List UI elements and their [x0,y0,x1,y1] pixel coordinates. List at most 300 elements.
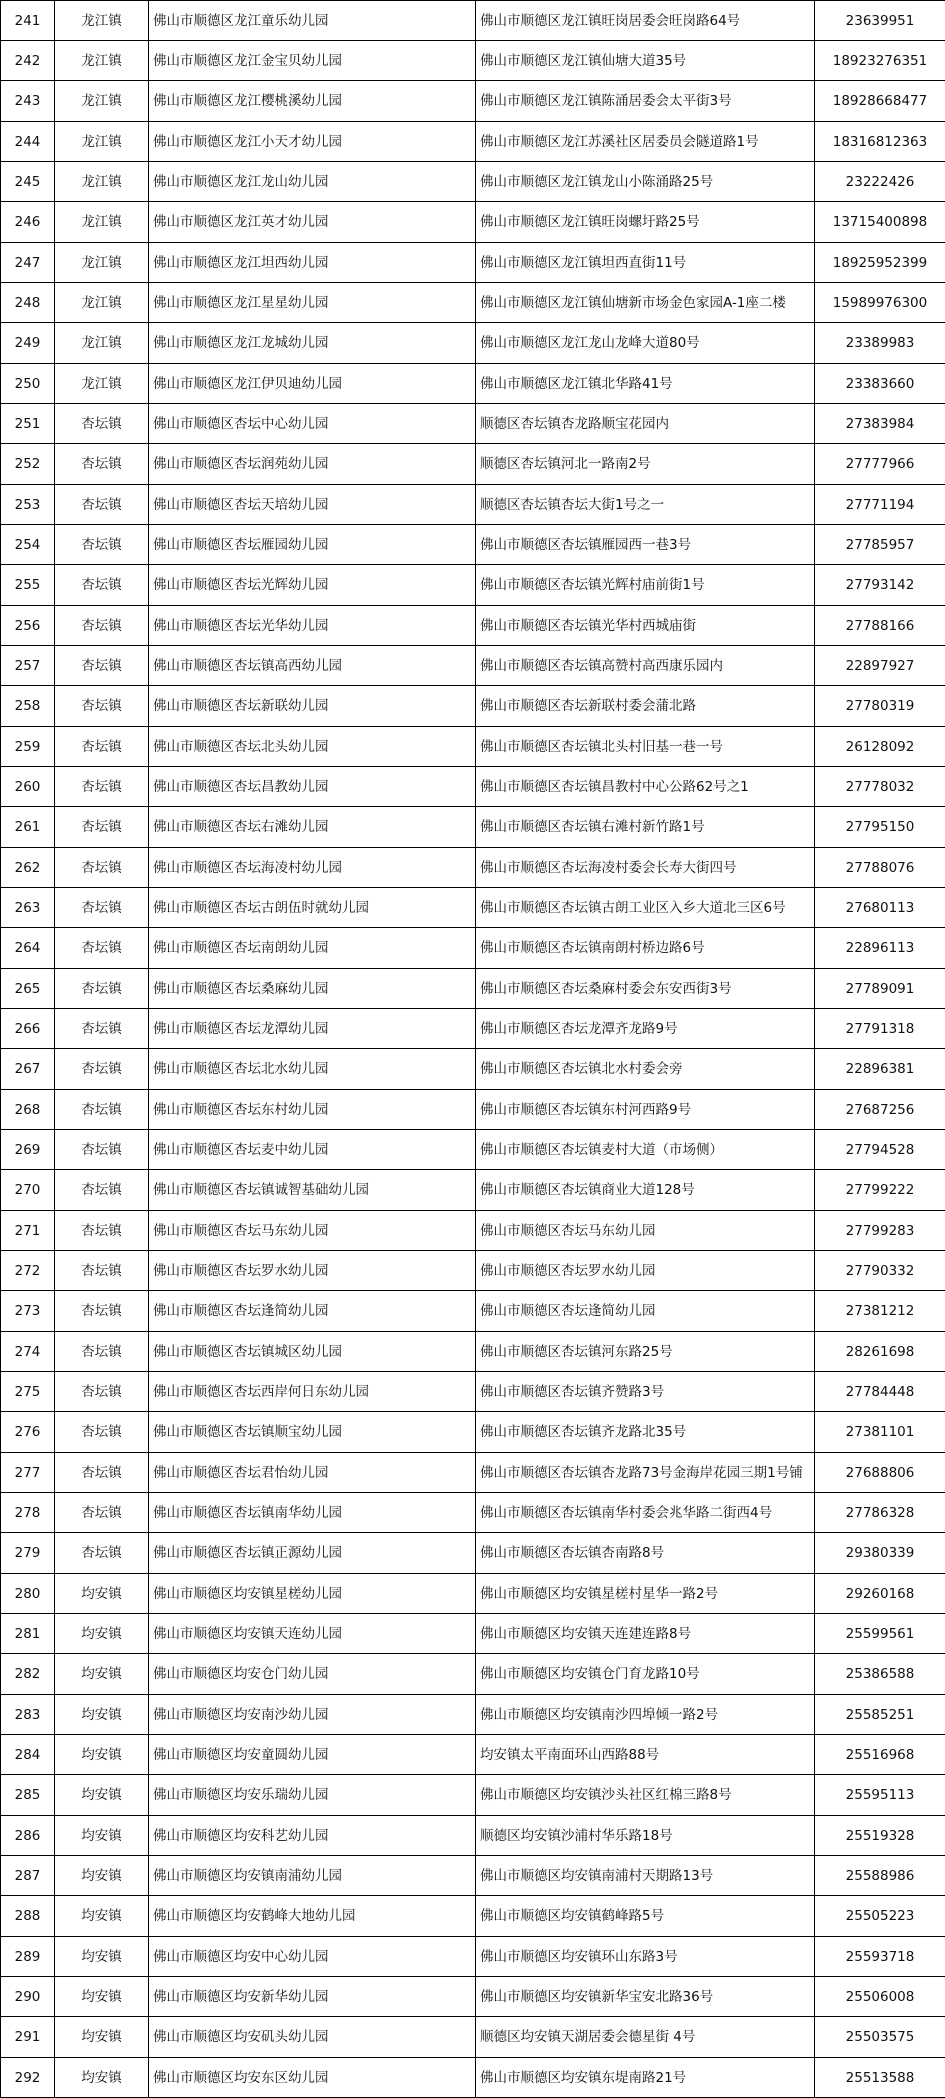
kindergarten-name-cell: 佛山市顺德区均安矶头幼儿园 [149,2017,476,2058]
phone-cell: 23222426 [815,162,945,202]
table-row [1,1251,945,1291]
row-number-cell: 248 [1,283,55,323]
town-cell: 龙江镇 [55,283,149,323]
table-row [1,1,945,41]
phone-cell: 28261698 [815,1332,945,1372]
row-number-cell: 278 [1,1493,55,1533]
phone-cell: 27794528 [815,1130,945,1170]
table-row [1,485,945,525]
address-cell: 佛山市顺德区均安镇天连建连路8号 [476,1614,815,1654]
row-number-cell: 264 [1,928,55,969]
phone-cell: 27789091 [815,969,945,1009]
row-number-cell: 288 [1,1896,55,1937]
address-cell: 顺德区均安镇天湖居委会德星街 4号 [476,2017,815,2058]
row-number-cell: 286 [1,1816,55,1856]
row-number-cell: 242 [1,41,55,81]
town-cell: 杏坛镇 [55,646,149,686]
table-row [1,606,945,646]
town-cell: 龙江镇 [55,162,149,202]
phone-cell: 13715400898 [815,202,945,243]
kindergarten-name-cell: 佛山市顺德区杏坛右滩幼儿园 [149,807,476,848]
town-cell: 杏坛镇 [55,565,149,606]
table-row [1,1009,945,1049]
row-number-cell: 263 [1,888,55,928]
town-cell: 杏坛镇 [55,606,149,646]
address-cell: 佛山市顺德区杏坛马东幼儿园 [476,1211,815,1251]
town-cell: 均安镇 [55,1816,149,1856]
phone-cell: 18928668477 [815,81,945,122]
table-row [1,1211,945,1251]
address-cell: 佛山市顺德区龙江镇龙山小陈涌路25号 [476,162,815,202]
table-row [1,364,945,404]
address-cell: 佛山市顺德区杏坛海凌村委会长寿大街四号 [476,848,815,888]
address-cell: 佛山市顺德区杏坛镇光华村西城庙街 [476,606,815,646]
town-cell: 杏坛镇 [55,767,149,807]
table-row [1,1856,945,1896]
phone-cell: 22896113 [815,928,945,969]
kindergarten-name-cell: 佛山市顺德区均安科艺幼儿园 [149,1816,476,1856]
table-row [1,928,945,969]
town-cell: 杏坛镇 [55,1291,149,1332]
row-number-cell: 246 [1,202,55,243]
row-number-cell: 266 [1,1009,55,1049]
phone-cell: 27687256 [815,1090,945,1130]
row-number-cell: 290 [1,1977,55,2017]
phone-cell: 27778032 [815,767,945,807]
phone-cell: 27788076 [815,848,945,888]
row-number-cell: 265 [1,969,55,1009]
row-number-cell: 255 [1,565,55,606]
address-cell: 佛山市顺德区杏坛镇杏龙路73号金海岸花园三期1号铺 [476,1453,815,1493]
town-cell: 龙江镇 [55,323,149,364]
row-number-cell: 275 [1,1372,55,1412]
table-row [1,2058,945,2098]
address-cell: 佛山市顺德区杏坛罗水幼儿园 [476,1251,815,1291]
phone-cell: 27799283 [815,1211,945,1251]
phone-cell: 27777966 [815,444,945,485]
row-number-cell: 269 [1,1130,55,1170]
kindergarten-name-cell: 佛山市顺德区杏坛镇高西幼儿园 [149,646,476,686]
row-number-cell: 268 [1,1090,55,1130]
phone-cell: 29380339 [815,1533,945,1574]
row-number-cell: 258 [1,686,55,727]
kindergarten-name-cell: 佛山市顺德区龙江龙城幼儿园 [149,323,476,364]
phone-cell: 25503575 [815,2017,945,2058]
town-cell: 杏坛镇 [55,686,149,727]
table-body [1,1,945,2098]
table-row [1,1775,945,1816]
table-row [1,1574,945,1614]
kindergarten-name-cell: 佛山市顺德区杏坛雁园幼儿园 [149,525,476,565]
phone-cell: 22897927 [815,646,945,686]
table-row [1,686,945,727]
table-row [1,1291,945,1332]
table-row [1,162,945,202]
address-cell: 顺德区均安镇沙浦村华乐路18号 [476,1816,815,1856]
phone-cell: 27786328 [815,1493,945,1533]
table-row [1,404,945,444]
kindergarten-name-cell: 佛山市顺德区杏坛镇顺宝幼儿园 [149,1412,476,1453]
table-row [1,1533,945,1574]
kindergarten-name-cell: 佛山市顺德区杏坛西岸何日东幼儿园 [149,1372,476,1412]
address-cell: 佛山市顺德区杏坛镇东村河西路9号 [476,1090,815,1130]
table-row [1,767,945,807]
kindergarten-name-cell: 佛山市顺德区均安童圆幼儿园 [149,1735,476,1775]
address-cell: 佛山市顺德区龙江镇仙塘大道35号 [476,41,815,81]
phone-cell: 27793142 [815,565,945,606]
row-number-cell: 267 [1,1049,55,1090]
table-row [1,1130,945,1170]
row-number-cell: 285 [1,1775,55,1816]
row-number-cell: 280 [1,1574,55,1614]
phone-cell: 25506008 [815,1977,945,2017]
phone-cell: 27688806 [815,1453,945,1493]
kindergarten-name-cell: 佛山市顺德区均安南沙幼儿园 [149,1695,476,1735]
row-number-cell: 256 [1,606,55,646]
address-cell: 佛山市顺德区杏坛镇昌教村中心公路62号之1 [476,767,815,807]
table-row [1,565,945,606]
kindergarten-name-cell: 佛山市顺德区杏坛镇南华幼儿园 [149,1493,476,1533]
kindergarten-name-cell: 佛山市顺德区均安镇南浦幼儿园 [149,1856,476,1896]
phone-cell: 23383660 [815,364,945,404]
row-number-cell: 281 [1,1614,55,1654]
kindergarten-name-cell: 佛山市顺德区杏坛君怡幼儿园 [149,1453,476,1493]
kindergarten-name-cell: 佛山市顺德区龙江樱桃溪幼儿园 [149,81,476,122]
row-number-cell: 250 [1,364,55,404]
kindergarten-name-cell: 佛山市顺德区龙江龙山幼儿园 [149,162,476,202]
row-number-cell: 273 [1,1291,55,1332]
address-cell: 佛山市顺德区龙江镇陈涌居委会太平街3号 [476,81,815,122]
phone-cell: 27381101 [815,1412,945,1453]
town-cell: 杏坛镇 [55,1533,149,1574]
town-cell: 均安镇 [55,1937,149,1977]
row-number-cell: 251 [1,404,55,444]
phone-cell: 25516968 [815,1735,945,1775]
kindergarten-name-cell: 佛山市顺德区杏坛昌教幼儿园 [149,767,476,807]
kindergarten-name-cell: 佛山市顺德区杏坛光华幼儿园 [149,606,476,646]
phone-cell: 27784448 [815,1372,945,1412]
address-cell: 佛山市顺德区杏坛镇雁园西一巷3号 [476,525,815,565]
row-number-cell: 283 [1,1695,55,1735]
address-cell: 佛山市顺德区杏坛龙潭齐龙路9号 [476,1009,815,1049]
table-row [1,1735,945,1775]
kindergarten-name-cell: 佛山市顺德区龙江坦西幼儿园 [149,243,476,283]
phone-cell: 25599561 [815,1614,945,1654]
address-cell: 佛山市顺德区杏坛桑麻村委会东安西街3号 [476,969,815,1009]
address-cell: 佛山市顺德区龙江镇旺岗螺圩路25号 [476,202,815,243]
kindergarten-name-cell: 佛山市顺德区杏坛镇城区幼儿园 [149,1332,476,1372]
address-cell: 佛山市顺德区龙江镇北华路41号 [476,364,815,404]
town-cell: 龙江镇 [55,243,149,283]
town-cell: 均安镇 [55,1735,149,1775]
town-cell: 均安镇 [55,1856,149,1896]
row-number-cell: 272 [1,1251,55,1291]
row-number-cell: 245 [1,162,55,202]
row-number-cell: 287 [1,1856,55,1896]
phone-cell: 27381212 [815,1291,945,1332]
town-cell: 杏坛镇 [55,727,149,767]
row-number-cell: 270 [1,1170,55,1211]
phone-cell: 27785957 [815,525,945,565]
town-cell: 龙江镇 [55,122,149,162]
row-number-cell: 289 [1,1937,55,1977]
kindergarten-name-cell: 佛山市顺德区龙江英才幼儿园 [149,202,476,243]
town-cell: 均安镇 [55,1614,149,1654]
table-row [1,1090,945,1130]
address-cell: 佛山市顺德区杏坛镇南朗村桥边路6号 [476,928,815,969]
phone-cell: 15989976300 [815,283,945,323]
address-cell: 佛山市顺德区龙江镇仙塘新市场金色家园A-1座二楼 [476,283,815,323]
town-cell: 杏坛镇 [55,525,149,565]
town-cell: 龙江镇 [55,364,149,404]
row-number-cell: 259 [1,727,55,767]
row-number-cell: 253 [1,485,55,525]
address-cell: 佛山市顺德区均安镇仓门育龙路10号 [476,1654,815,1695]
address-cell: 佛山市顺德区杏坛镇河东路25号 [476,1332,815,1372]
table-row [1,1695,945,1735]
town-cell: 龙江镇 [55,202,149,243]
kindergarten-name-cell: 佛山市顺德区杏坛中心幼儿园 [149,404,476,444]
town-cell: 杏坛镇 [55,888,149,928]
kindergarten-name-cell: 佛山市顺德区均安鹤峰大地幼儿园 [149,1896,476,1937]
town-cell: 杏坛镇 [55,1453,149,1493]
address-cell: 佛山市顺德区均安镇鹤峰路5号 [476,1896,815,1937]
phone-cell: 25386588 [815,1654,945,1695]
phone-cell: 23389983 [815,323,945,364]
row-number-cell: 276 [1,1412,55,1453]
table-row [1,1614,945,1654]
kindergarten-name-cell: 佛山市顺德区杏坛桑麻幼儿园 [149,969,476,1009]
row-number-cell: 249 [1,323,55,364]
address-cell: 佛山市顺德区杏坛镇右滩村新竹路1号 [476,807,815,848]
town-cell: 杏坛镇 [55,1251,149,1291]
address-cell: 佛山市顺德区均安镇环山东路3号 [476,1937,815,1977]
table-row [1,444,945,485]
town-cell: 龙江镇 [55,81,149,122]
row-number-cell: 284 [1,1735,55,1775]
phone-cell: 27780319 [815,686,945,727]
kindergarten-name-cell: 佛山市顺德区龙江金宝贝幼儿园 [149,41,476,81]
phone-cell: 27788166 [815,606,945,646]
address-cell: 佛山市顺德区龙江镇旺岗居委会旺岗路64号 [476,1,815,41]
phone-cell: 27680113 [815,888,945,928]
kindergarten-name-cell: 佛山市顺德区均安镇天连幼儿园 [149,1614,476,1654]
phone-cell: 25595113 [815,1775,945,1816]
table-row [1,525,945,565]
kindergarten-name-cell: 佛山市顺德区杏坛东村幼儿园 [149,1090,476,1130]
address-cell: 佛山市顺德区杏坛新联村委会蒲北路 [476,686,815,727]
table-row [1,1816,945,1856]
phone-cell: 27791318 [815,1009,945,1049]
phone-cell: 18925952399 [815,243,945,283]
town-cell: 均安镇 [55,1775,149,1816]
kindergarten-name-cell: 佛山市顺德区杏坛镇诚智基础幼儿园 [149,1170,476,1211]
address-cell: 佛山市顺德区杏坛镇麦村大道（市场侧） [476,1130,815,1170]
town-cell: 杏坛镇 [55,1372,149,1412]
kindergarten-name-cell: 佛山市顺德区杏坛古朗伍时就幼儿园 [149,888,476,928]
kindergarten-name-cell: 佛山市顺德区杏坛海凌村幼儿园 [149,848,476,888]
row-number-cell: 252 [1,444,55,485]
address-cell: 佛山市顺德区均安镇南沙四埠倾一路2号 [476,1695,815,1735]
kindergarten-name-cell: 佛山市顺德区杏坛龙潭幼儿园 [149,1009,476,1049]
row-number-cell: 277 [1,1453,55,1493]
phone-cell: 26128092 [815,727,945,767]
address-cell: 佛山市顺德区均安镇新华宝安北路36号 [476,1977,815,2017]
address-cell: 佛山市顺德区杏坛镇商业大道128号 [476,1170,815,1211]
kindergarten-name-cell: 佛山市顺德区杏坛北头幼儿园 [149,727,476,767]
kindergarten-name-cell: 佛山市顺德区均安中心幼儿园 [149,1937,476,1977]
phone-cell: 27799222 [815,1170,945,1211]
kindergarten-name-cell: 佛山市顺德区龙江小天才幼儿园 [149,122,476,162]
phone-cell: 23639951 [815,1,945,41]
row-number-cell: 257 [1,646,55,686]
phone-cell: 25519328 [815,1816,945,1856]
table-row [1,323,945,364]
town-cell: 均安镇 [55,1977,149,2017]
table-row [1,1654,945,1695]
address-cell: 佛山市顺德区杏坛镇齐赞路3号 [476,1372,815,1412]
phone-cell: 22896381 [815,1049,945,1090]
row-number-cell: 260 [1,767,55,807]
table-row [1,969,945,1009]
row-number-cell: 292 [1,2058,55,2098]
row-number-cell: 271 [1,1211,55,1251]
phone-cell: 29260168 [815,1574,945,1614]
town-cell: 均安镇 [55,2058,149,2098]
kindergarten-name-cell: 佛山市顺德区均安镇星槎幼儿园 [149,1574,476,1614]
row-number-cell: 247 [1,243,55,283]
town-cell: 均安镇 [55,1695,149,1735]
kindergarten-name-cell: 佛山市顺德区杏坛罗水幼儿园 [149,1251,476,1291]
town-cell: 杏坛镇 [55,1049,149,1090]
town-cell: 均安镇 [55,2017,149,2058]
row-number-cell: 291 [1,2017,55,2058]
phone-cell: 25585251 [815,1695,945,1735]
table-row [1,2017,945,2058]
town-cell: 杏坛镇 [55,444,149,485]
table-row [1,1049,945,1090]
kindergarten-name-cell: 佛山市顺德区杏坛麦中幼儿园 [149,1130,476,1170]
address-cell: 佛山市顺德区均安镇南浦村天期路13号 [476,1856,815,1896]
table-row [1,202,945,243]
table-row [1,81,945,122]
row-number-cell: 274 [1,1332,55,1372]
phone-cell: 27790332 [815,1251,945,1291]
table-row [1,122,945,162]
kindergarten-name-cell: 佛山市顺德区龙江星星幼儿园 [149,283,476,323]
row-number-cell: 261 [1,807,55,848]
address-cell: 佛山市顺德区杏坛镇古朗工业区入乡大道北三区6号 [476,888,815,928]
table-row [1,1977,945,2017]
town-cell: 杏坛镇 [55,1009,149,1049]
address-cell: 佛山市顺德区杏坛镇北头村旧基一巷一号 [476,727,815,767]
phone-cell: 18316812363 [815,122,945,162]
address-cell: 佛山市顺德区均安镇东堤南路21号 [476,2058,815,2098]
phone-cell: 18923276351 [815,41,945,81]
table-row [1,283,945,323]
town-cell: 龙江镇 [55,41,149,81]
table-row [1,646,945,686]
kindergarten-name-cell: 佛山市顺德区杏坛逢简幼儿园 [149,1291,476,1332]
address-cell: 佛山市顺德区杏坛镇北水村委会旁 [476,1049,815,1090]
kindergarten-name-cell: 佛山市顺德区杏坛光辉幼儿园 [149,565,476,606]
town-cell: 杏坛镇 [55,1170,149,1211]
phone-cell: 27771194 [815,485,945,525]
row-number-cell: 279 [1,1533,55,1574]
address-cell: 佛山市顺德区杏坛镇杏南路8号 [476,1533,815,1574]
phone-cell: 25513588 [815,2058,945,2098]
address-cell: 佛山市顺德区杏坛镇齐龙路北35号 [476,1412,815,1453]
table-row [1,243,945,283]
address-cell: 佛山市顺德区龙江苏溪社区居委员会隧道路1号 [476,122,815,162]
kindergarten-name-cell: 佛山市顺德区杏坛北水幼儿园 [149,1049,476,1090]
table-row [1,1412,945,1453]
town-cell: 龙江镇 [55,1,149,41]
table-row [1,1493,945,1533]
table-row [1,1170,945,1211]
row-number-cell: 254 [1,525,55,565]
kindergarten-name-cell: 佛山市顺德区均安乐瑞幼儿园 [149,1775,476,1816]
kindergarten-name-cell: 佛山市顺德区均安仓门幼儿园 [149,1654,476,1695]
kindergarten-name-cell: 佛山市顺德区均安新华幼儿园 [149,1977,476,2017]
row-number-cell: 243 [1,81,55,122]
town-cell: 杏坛镇 [55,404,149,444]
town-cell: 均安镇 [55,1574,149,1614]
table-row [1,1937,945,1977]
town-cell: 杏坛镇 [55,969,149,1009]
table-row [1,1372,945,1412]
town-cell: 均安镇 [55,1896,149,1937]
address-cell: 顺德区杏坛镇杏龙路顺宝花园内 [476,404,815,444]
table-row [1,807,945,848]
town-cell: 杏坛镇 [55,1090,149,1130]
kindergarten-name-cell: 佛山市顺德区杏坛天培幼儿园 [149,485,476,525]
kindergarten-name-cell: 佛山市顺德区杏坛镇正源幼儿园 [149,1533,476,1574]
row-number-cell: 282 [1,1654,55,1695]
town-cell: 杏坛镇 [55,928,149,969]
table-row [1,727,945,767]
address-cell: 佛山市顺德区均安镇沙头社区红棉三路8号 [476,1775,815,1816]
table-row [1,848,945,888]
address-cell: 佛山市顺德区龙江龙山龙峰大道80号 [476,323,815,364]
town-cell: 杏坛镇 [55,1412,149,1453]
address-cell: 佛山市顺德区杏坛逢简幼儿园 [476,1291,815,1332]
address-cell: 佛山市顺德区杏坛镇南华村委会兆华路二街西4号 [476,1493,815,1533]
kindergarten-name-cell: 佛山市顺德区杏坛马东幼儿园 [149,1211,476,1251]
table-row [1,1896,945,1937]
address-cell: 佛山市顺德区杏坛镇高赞村高西康乐园内 [476,646,815,686]
address-cell: 均安镇太平南面环山西路88号 [476,1735,815,1775]
kindergarten-name-cell: 佛山市顺德区杏坛润苑幼儿园 [149,444,476,485]
address-cell: 顺德区杏坛镇河北一路南2号 [476,444,815,485]
row-number-cell: 244 [1,122,55,162]
town-cell: 杏坛镇 [55,1332,149,1372]
table-row [1,1453,945,1493]
phone-cell: 27795150 [815,807,945,848]
phone-cell: 25593718 [815,1937,945,1977]
kindergarten-name-cell: 佛山市顺德区杏坛南朗幼儿园 [149,928,476,969]
town-cell: 杏坛镇 [55,1493,149,1533]
kindergarten-name-cell: 佛山市顺德区龙江童乐幼儿园 [149,1,476,41]
table-row [1,41,945,81]
phone-cell: 27383984 [815,404,945,444]
address-cell: 顺德区杏坛镇杏坛大街1号之一 [476,485,815,525]
row-number-cell: 262 [1,848,55,888]
town-cell: 杏坛镇 [55,807,149,848]
table-row [1,1332,945,1372]
row-number-cell: 241 [1,1,55,41]
kindergarten-name-cell: 佛山市顺德区杏坛新联幼儿园 [149,686,476,727]
